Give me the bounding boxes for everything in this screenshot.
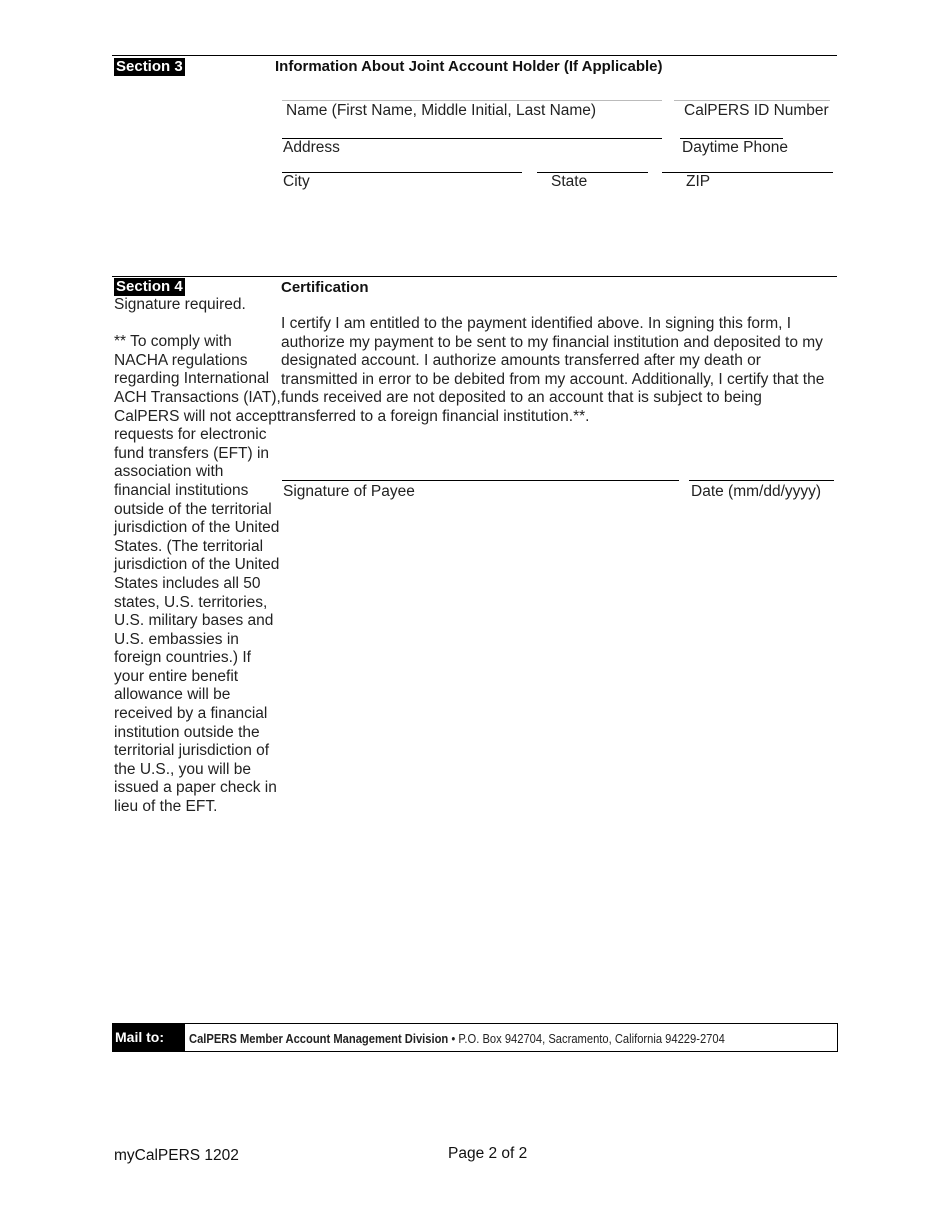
section4-heading: Certification — [281, 279, 369, 296]
calpers-id-field-label: CalPERS ID Number — [684, 102, 829, 119]
signature-field-line[interactable] — [282, 480, 679, 481]
calpers-id-field-line[interactable] — [674, 100, 830, 101]
section4-tag: Section 4 — [116, 278, 183, 295]
page-number: Page 2 of 2 — [448, 1145, 528, 1162]
address-field-label: Address — [283, 139, 340, 156]
city-field-line[interactable] — [282, 172, 522, 173]
form-id: myCalPERS 1202 — [114, 1147, 239, 1164]
name-field-line[interactable] — [282, 100, 662, 101]
signature-required-note: Signature required. — [114, 296, 246, 313]
mail-to-address — [189, 1024, 725, 1051]
signature-field-label: Signature of Payee — [283, 483, 415, 500]
mail-to-label: Mail to: — [113, 1024, 185, 1051]
date-field-label: Date (mm/dd/yyyy) — [691, 483, 822, 500]
nacha-note: ** To comply with NACHA regulations regarding International ACH Transactions (IAT), CalPERS will not accept requests for electronic fund transfers (EFT) in association with financial institutions outside of the territorial jurisdiction of the United States. (The territorial jurisdiction of the United States includes all 50 states, U.S. territories, U.S. military bases and U.S. embassies in foreign countries.) If your entire benefit allowance will be received by a financial institution outside the territorial jurisdiction of the U.S., you will be issued a paper check in lieu of the EFT. — [114, 333, 282, 816]
date-field-line[interactable] — [689, 480, 834, 481]
mail-to-po-box: • P.O. Box 942704, Sacramento, California 94229-2704 — [451, 1031, 725, 1046]
section3-tag: Section 3 — [116, 58, 183, 75]
certification-text: I certify I am entitled to the payment identified above. In signing this form, I authorize my payment to be sent to my financial institution and deposited to my designated account. I authorize amounts transferred after my death or transmitted in error to be debited from my account. Additionally, I certify that the funds received are not deposited to an account that is subject to being transferred to a foreign financial institution.**. — [281, 315, 825, 425]
section4-side-note — [114, 296, 282, 817]
mail-to-division: CalPERS Member Account Management Division — [189, 1031, 449, 1046]
section4-top-rule — [112, 276, 837, 277]
city-field-label: City — [283, 173, 310, 190]
zip-field-label: ZIP — [686, 173, 711, 190]
section3-heading: Information About Joint Account Holder (If Applicable) — [275, 58, 663, 75]
mail-to-box — [112, 1023, 838, 1052]
name-field-label: Name (First Name, Middle Initial, Last Name) — [286, 102, 597, 119]
section3-top-rule — [112, 55, 837, 56]
daytime-phone-field-label: Daytime Phone — [682, 139, 788, 156]
state-field-label: State — [551, 173, 588, 190]
